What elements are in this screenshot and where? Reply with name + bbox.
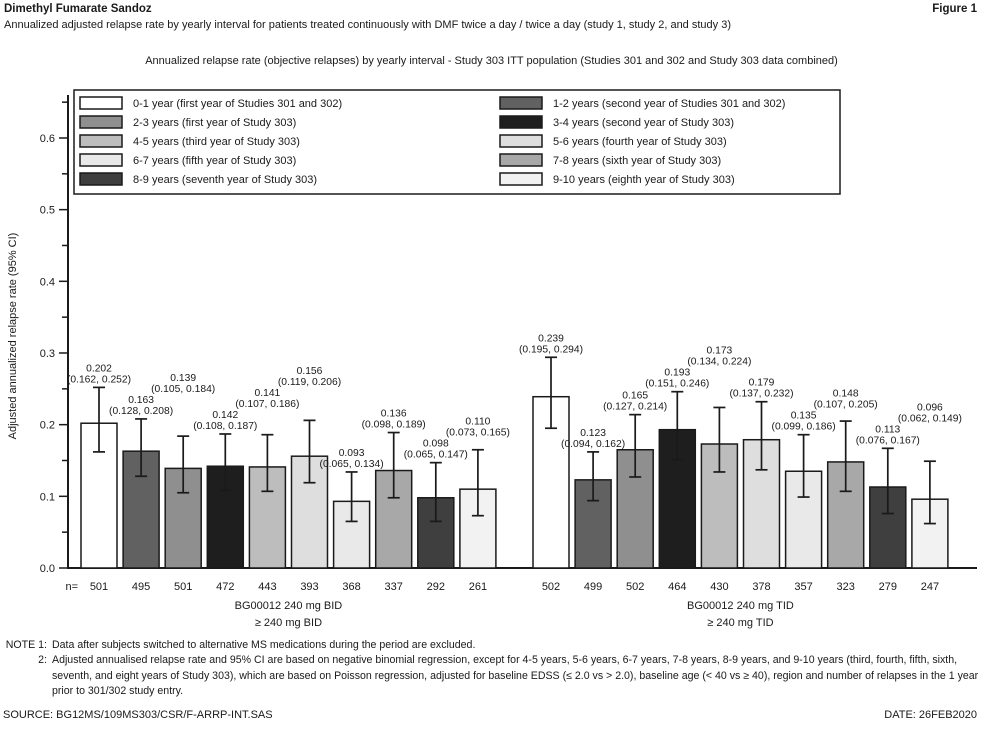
bar-value-label: 0.156 — [296, 365, 323, 377]
group-label-line2: ≥ 240 mg BID — [254, 617, 323, 629]
legend-label: 4-5 years (third year of Study 303) — [133, 136, 300, 148]
document-title: Dimethyl Fumarate Sandoz — [4, 3, 152, 15]
bar-value-label: 0.173 — [706, 345, 733, 357]
y-tick-label: 0.3 — [39, 347, 55, 360]
bar-ci-label: (0.134, 0.224) — [687, 356, 752, 368]
note-row-2 — [3, 653, 979, 699]
bar-ci-label: (0.098, 0.189) — [361, 419, 426, 431]
legend-swatch — [80, 135, 122, 147]
bar-chart — [0, 78, 983, 634]
chart-title: Annualized relapse rate (objective relapses) by yearly interval - Study 303 ITT population (Studies 301 and 302 and Study 303 data combined) — [145, 55, 838, 67]
bar-ci-label: (0.195, 0.294) — [518, 344, 584, 356]
bar-ci-label: (0.137, 0.232) — [729, 388, 794, 400]
bar-value-label: 0.239 — [538, 333, 564, 345]
legend-label: 6-7 years (fifth year of Study 303) — [133, 155, 297, 167]
bar-ci-label: (0.099, 0.186) — [771, 421, 836, 433]
bar-ci-label: (0.094, 0.162) — [561, 438, 626, 450]
bar-value-label: 0.123 — [580, 427, 606, 439]
legend-swatch — [80, 116, 122, 128]
figure-subtitle: Annualized adjusted relapse rate by yearly interval for patients treated continuously with DMF twice a day / twice a day (study 1, study 2, and study 3) — [4, 19, 731, 31]
bar-value-label: 0.098 — [422, 438, 449, 450]
bar-ci-label: (0.105, 0.184) — [151, 383, 216, 395]
note-label: 2: — [38, 654, 47, 667]
bar-ci-label: (0.065, 0.134) — [319, 458, 384, 470]
note-text: Data after subjects switched to alternative MS medications during the period are excluded. — [52, 639, 476, 651]
y-tick-label: 0.0 — [39, 563, 55, 575]
legend-label: 8-9 years (seventh year of Study 303) — [133, 174, 318, 186]
n-prefix-label: n= — [65, 581, 78, 593]
bar-n-label: 357 — [794, 581, 813, 593]
legend-swatch — [500, 135, 542, 147]
y-tick-label: 0.2 — [39, 419, 55, 432]
bar-value-label: 0.179 — [748, 377, 775, 389]
note-label: NOTE 1: — [5, 639, 47, 651]
bar-value-label: 0.135 — [790, 410, 817, 422]
bar-ci-label: (0.119, 0.206) — [277, 376, 342, 388]
bar-n-label: 499 — [583, 581, 603, 593]
bar-ci-label: (0.073, 0.165) — [445, 427, 510, 439]
legend-swatch — [500, 154, 542, 166]
bar-ci-label: (0.107, 0.205) — [813, 399, 878, 411]
legend-label: 2-3 years (first year of Study 303) — [133, 117, 297, 129]
y-tick-label: 0.5 — [39, 204, 55, 217]
notes-block — [3, 638, 979, 700]
bar-n-label: 495 — [131, 581, 151, 593]
bar-value-label: 0.113 — [875, 424, 901, 436]
bar-value-label: 0.148 — [832, 388, 859, 400]
bar-value-label: 0.136 — [380, 408, 407, 420]
bar-n-label: 323 — [836, 581, 855, 593]
legend-swatch — [80, 173, 122, 185]
bar-n-label: 337 — [384, 581, 403, 593]
group-label-line1: BG00012 240 mg BID — [234, 600, 343, 612]
bar-value-label: 0.141 — [254, 387, 281, 399]
bar-n-label: 393 — [300, 581, 319, 593]
bar-ci-label: (0.108, 0.187) — [193, 420, 258, 432]
bar-value-label: 0.193 — [664, 367, 691, 379]
legend-label: 9-10 years (eighth year of Study 303) — [553, 174, 735, 186]
bar-n-label: 501 — [89, 581, 109, 593]
bar-n-label: 378 — [752, 581, 771, 593]
legend-swatch — [80, 154, 122, 166]
bar-n-label: 279 — [878, 581, 897, 593]
figure-label: Figure 1 — [932, 3, 977, 15]
bar-n-label: 443 — [258, 581, 277, 593]
legend-swatch — [500, 173, 542, 185]
bar-n-label: 464 — [668, 581, 687, 593]
bar-value-label: 0.093 — [338, 447, 365, 459]
bar-value-label: 0.142 — [212, 409, 239, 421]
bar-n-label: 247 — [920, 581, 940, 593]
bar-value-label: 0.139 — [170, 372, 197, 384]
bar-n-label: 472 — [216, 581, 235, 593]
bar-ci-label: (0.076, 0.167) — [855, 435, 920, 447]
bar-n-label: 502 — [541, 581, 561, 593]
bar-n-label: 368 — [342, 581, 361, 593]
bar-ci-label: (0.107, 0.186) — [235, 398, 300, 410]
bar-ci-label: (0.062, 0.149) — [897, 413, 962, 425]
y-tick-label: 0.4 — [39, 276, 55, 289]
bar-value-label: 0.202 — [86, 363, 112, 375]
bar-value-label: 0.110 — [465, 416, 491, 428]
note-row-1 — [3, 638, 979, 653]
note-text: Adjusted annualised relapse rate and 95% CI are based on negative binomial regression, except for 4-5 years, 5-6 years, 6-7 years, 7-8 years, 8-9 years, and 9-10 years (third, fourth, fifth, sixth, seventh, and eight years of Study 303), which are based on Poisson regression, adjusted for baseline EDSS (≤ 2.0 vs > 2.0), baseline age (< 40 vs ≥ 40), region and number of relapses in the 1 year prior to 301/302 study entry. — [52, 654, 979, 698]
legend-label: 3-4 years (second year of Study 303) — [553, 117, 734, 129]
bar-n-label: 501 — [174, 581, 193, 593]
bar-ci-label: (0.128, 0.208) — [109, 405, 174, 417]
group-label-line2: ≥ 240 mg TID — [707, 617, 774, 629]
bar-ci-label: (0.127, 0.214) — [603, 401, 668, 413]
legend-swatch — [500, 116, 542, 128]
y-tick-label: 0.1 — [39, 491, 55, 504]
group-label-line1: BG00012 240 mg TID — [687, 600, 794, 612]
header-row — [4, 3, 977, 15]
bar-n-label: 261 — [468, 581, 488, 593]
footer-row — [3, 709, 977, 721]
y-axis-title: Adjusted annualized relapse rate (95% CI) — [7, 232, 19, 440]
y-tick-label: 0.6 — [39, 132, 55, 145]
bar-value-label: 0.163 — [128, 394, 154, 406]
bar-ci-label: (0.065, 0.147) — [403, 449, 468, 461]
source-text: SOURCE: BG12MS/109MS303/CSR/F-ARRP-INT.SAS — [3, 709, 273, 721]
date-text: DATE: 26FEB2020 — [884, 709, 977, 721]
legend-swatch — [500, 97, 542, 109]
bar-ci-label: (0.162, 0.252) — [66, 374, 132, 386]
legend-label: 1-2 years (second year of Studies 301 and 302) — [553, 98, 786, 110]
legend-label: 7-8 years (sixth year of Study 303) — [553, 155, 722, 167]
bar-n-label: 430 — [710, 581, 729, 593]
legend-swatch — [80, 97, 122, 109]
bar-ci-label: (0.151, 0.246) — [645, 378, 710, 390]
legend-label: 5-6 years (fourth year of Study 303) — [553, 136, 727, 148]
bar-n-label: 292 — [426, 581, 445, 593]
bar-n-label: 502 — [626, 581, 645, 593]
bar-value-label: 0.165 — [622, 390, 649, 402]
bar-value-label: 0.096 — [917, 402, 943, 414]
legend-label: 0-1 year (first year of Studies 301 and 302) — [133, 98, 343, 110]
